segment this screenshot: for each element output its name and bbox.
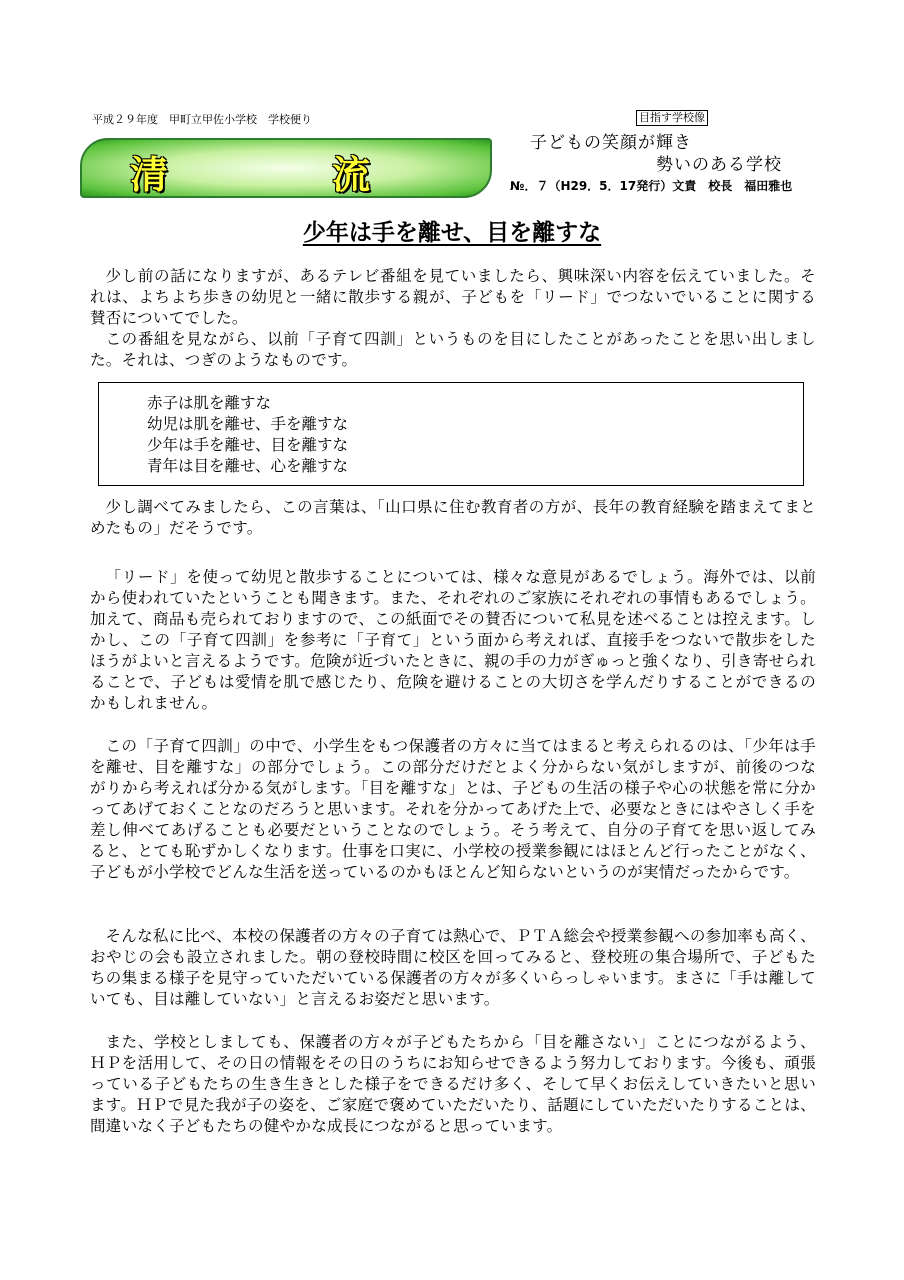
headline-text: 少年は手を離せ、目を離すな (302, 220, 602, 246)
paragraph-6: そんな私に比べ、本校の保護者の方々の子育ては熱心で、ＰＴＡ総会や授業参観への参加率も高く、おやじの会も設立されました。朝の登校時間に校区を回ってみると、登校班の集合場所で、子どもたちの集まる様子を見守っていただいている保護者の方々が多くいらっしゃいます。まさに「手は離していても、目は離していない」と言えるお姿だと思います。 (90, 927, 816, 1008)
quote-line: 赤子は肌を離すな (147, 394, 272, 412)
motto-line-1: 子どもの笑顔が輝き (530, 133, 692, 153)
quote-line: 幼児は肌を離せ、手を離すな (147, 415, 349, 433)
newsletter-info: 平成２９年度 甲町立甲佐小学校 学校便り (92, 113, 312, 126)
paragraph-2: この番組を見ながら、以前「子育て四訓」というものを目にしたことがあったことを思い出しました。それは、つぎのようなものです。 (90, 330, 816, 369)
issue-info: №．７（H29．5．17発行）文責 校長 福田雅也 (510, 179, 793, 193)
motto-line-2: 勢いのある学校 (656, 155, 782, 175)
paragraph-4: 「リード」を使って幼児と散歩することについては、様々な意見があるでしょう。海外では、以前から使われていたということも聞きます。また、それぞれのご家族にそれぞれの事情もあるでしょう。加えて、商品も売られておりますので、この紙面でその賛否について私見を述べることは控えます。しかし、この「子育て四訓」を参考に「子育て」という面から考えれば、直接手をつないで散歩をしたほうがよいと言えるようです。危険が近づいたときに、親の手の力がぎゅっと強くなり、引き寄せられることで、子どもは愛情を肌で感じたり、危険を避けることの大切さを学んだりすることができるのかもしれません。 (90, 568, 816, 712)
logo-char-sei: 清 (130, 152, 169, 197)
paragraph-7: また、学校としましても、保護者の方々が子どもたちから「目を離さない」ことにつながるよう、ＨＰを活用して、その日の情報をその日のうちにお知らせできるよう努力しております。今後も、頑張っている子どもたちの生き生きとした様子をできるだけ多く、そして早くお伝えしていきたいと思います。ＨＰで見た我が子の姿を、ご家庭で褒めていただいたり、話題にしていただいたりすることは、間違いなく子どもたちの健やかな成長につながると思っています。 (90, 1033, 816, 1135)
paragraph-3: 少し調べてみましたら、この言葉は、「山口県に住む教育者の方が、長年の教育経験を踏まえてまとめたもの」だそうです。 (90, 498, 816, 537)
paragraph-5: この「子育て四訓」の中で、小学生をもつ保護者の方々に当てはまると考えられるのは、「少年は手を離せ、目を離すな」の部分でしょう。この部分だけだとよく分からない気がしますが、前後のつながりから考えれば分かる気がします。「目を離すな」とは、子どもの生活の様子や心の状態を常に分かってあげておくことなのだろうと思います。それを分かってあげた上で、必要なときにはやさしく手を差し伸べてあげることも必要だということなのでしょう。そう考えて、自分の子育てを思い返してみると、とても恥ずかしくなります。仕事を口実に、小学校の授業参観にはほとんど行ったことがなく、子どもが小学校でどんな生活を送っているのかもほとんど知らないというのが実情だったからです。 (90, 737, 816, 881)
logo-char-ryu: 流 (332, 152, 371, 197)
quote-line: 青年は目を離せ、心を離すな (147, 457, 349, 475)
newsletter-logo (80, 138, 492, 198)
quote-box (98, 382, 804, 486)
headline (0, 214, 904, 247)
quote-line: 少年は手を離せ、目を離すな (147, 436, 349, 454)
motto-label: 目指す学校像 (636, 110, 708, 126)
paragraph-1: 少し前の話になりますが、あるテレビ番組を見ていましたら、興味深い内容を伝えていました。それは、よちよち歩きの幼児と一緒に散歩する親が、子どもを「リード」でつないでいることに関する賛否についてでした。 (90, 267, 816, 327)
